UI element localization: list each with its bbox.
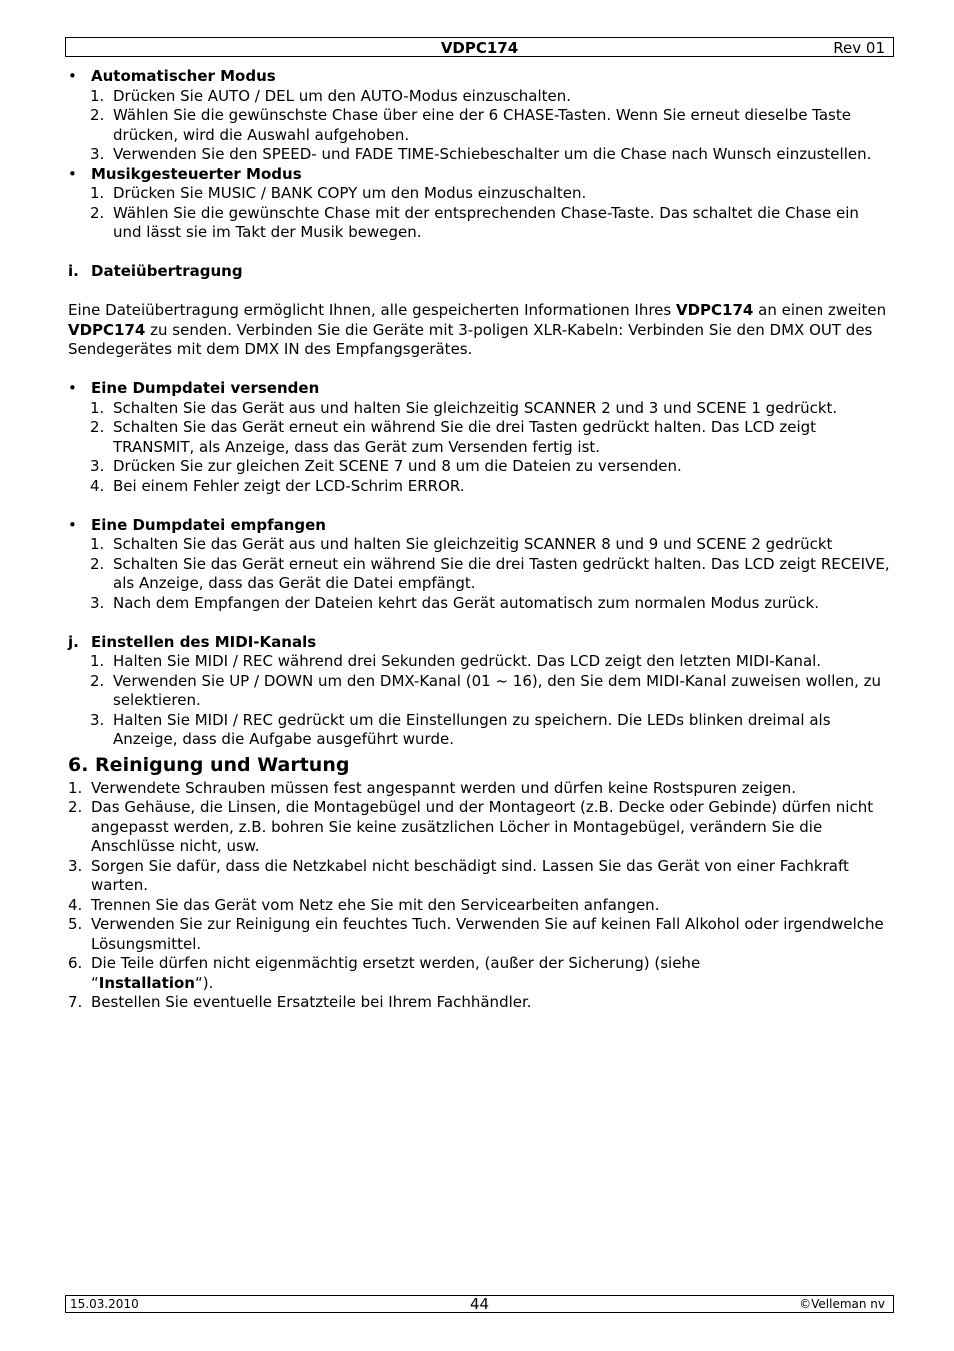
midi-channel-steps xyxy=(68,652,890,750)
file-transfer-paragraph: Eine Dateiübertragung ermöglicht Ihnen, alle gespeicherten Informationen Ihres VDPC174 an einen zweiten VDPC174 zu senden. Verbinden Sie die Geräte mit 3-poligen XLR-Kabeln: Verbinden Sie den DMX OUT des Sendegerätes mit dem DMX IN des Empfangsgerätes. xyxy=(68,301,887,358)
list-item: 2. Schalten Sie das Gerät erneut ein während Sie die drei Tasten gedrückt halten. Das LCD zeigt RECEIVE, als Anzeige, dass das Gerät die Datei empfängt. xyxy=(90,554,890,592)
list-item: 1. Halten Sie MIDI / REC während drei Sekunden gedrückt. Das LCD zeigt den letzten MIDI-Kanal. xyxy=(90,652,822,670)
dump-receive-heading: • Eine Dumpdatei empfangen xyxy=(68,516,890,536)
list-item: 1. Schalten Sie das Gerät aus und halten Sie gleichzeitig SCANNER 8 und 9 und SCENE 2 gedrückt xyxy=(90,535,833,553)
maintenance-steps xyxy=(68,779,890,1013)
list-item: 2. Wählen Sie die gewünschte Chase mit der entsprechenden Chase-Taste. Das schaltet die Chase ein und lässt sie im Takt der Musik bewegen. xyxy=(90,203,859,241)
list-item: 4. Bei einem Fehler zeigt der LCD-Schrim ERROR. xyxy=(90,476,465,495)
section-j-heading: j. Einstellen des MIDI-Kanals xyxy=(68,632,317,651)
list-item: 1. Verwendete Schrauben müssen fest angespannt werden und dürfen keine Rostspuren zeigen. xyxy=(68,778,797,797)
list-item: 7. Bestellen Sie eventuelle Ersatzteile bei Ihrem Fachhändler. xyxy=(68,993,532,1011)
music-mode-heading: • Musikgesteuerter Modus xyxy=(68,165,890,185)
page-number: 44 xyxy=(469,1295,490,1313)
section-6-heading: 6. Reinigung und Wartung xyxy=(68,753,350,776)
list-item: 2. Schalten Sie das Gerät erneut ein während Sie die drei Tasten gedrückt halten. Das LCD zeigt TRANSMIT, als Anzeige, dass das Gerät zum Versenden fertig ist. xyxy=(90,418,817,456)
list-item: 5. Verwenden Sie zur Reinigung ein feuchtes Tuch. Verwenden Sie auf keinen Fall Alkohol oder irgendwelche Lösungsmittel. xyxy=(68,915,884,953)
section-i-heading: i. Dateiübertragung xyxy=(68,262,243,280)
music-mode-steps xyxy=(68,184,890,243)
dump-receive-steps xyxy=(68,535,890,613)
footer-date: 15.03.2010 xyxy=(70,1297,139,1311)
list-item: 3. Drücken Sie zur gleichen Zeit SCENE 7 und 8 um die Dateien zu versenden. xyxy=(90,457,682,475)
list-item: 4. Trennen Sie das Gerät vom Netz ehe Sie mit den Servicearbeiten anfangen. xyxy=(68,895,660,914)
list-item: 1. Drücken Sie MUSIC / BANK COPY um den Modus einzuschalten. xyxy=(90,184,587,202)
list-item: 2. Verwenden Sie UP / DOWN um den DMX-Kanal (01 ~ 16), den Sie dem MIDI-Kanal zuweisen wollen, zu selektieren. xyxy=(90,671,882,709)
list-item: 1. Drücken Sie AUTO / DEL um den AUTO-Modus einzuschalten. xyxy=(90,86,572,105)
page-content xyxy=(68,67,890,1013)
page-header xyxy=(65,37,894,57)
header-title: VDPC174 xyxy=(440,39,519,57)
list-item: 1. Schalten Sie das Gerät aus und halten Sie gleichzeitig SCANNER 2 und 3 und SCENE 1 gedrückt. xyxy=(90,398,838,417)
dump-send-heading: • Eine Dumpdatei versenden xyxy=(68,379,890,399)
list-item: 3. Halten Sie MIDI / REC gedrückt um die Einstellungen zu speichern. Die LEDs blinken dreimal als Anzeige, dass die Aufgabe ausgeführt wurde. xyxy=(90,710,831,748)
list-item: 3. Nach dem Empfangen der Dateien kehrt das Gerät automatisch zum normalen Modus zurück. xyxy=(90,593,820,612)
list-item: 6. Die Teile dürfen nicht eigenmächtig ersetzt werden, (außer der Sicherung) (siehe “Installation“). xyxy=(68,954,701,992)
auto-mode-steps xyxy=(68,87,890,165)
dump-send-steps xyxy=(68,399,890,497)
page-footer xyxy=(65,1295,894,1313)
header-revision: Rev 01 xyxy=(833,39,885,57)
list-item: 3. Verwenden Sie den SPEED- und FADE TIME-Schiebeschalter um die Chase nach Wunsch einzustellen. xyxy=(90,145,872,163)
auto-mode-heading: • Automatischer Modus xyxy=(68,67,890,87)
footer-copyright: ©Velleman nv xyxy=(799,1297,885,1311)
list-item: 2. Wählen Sie die gewünschste Chase über eine der 6 CHASE-Tasten. Wenn Sie erneut dieselbe Taste drücken, wird die Auswahl aufgehoben. xyxy=(90,106,851,144)
list-item: 2. Das Gehäuse, die Linsen, die Montagebügel und der Montageort (z.B. Decke oder Gebinde) dürfen nicht angepasst werden, z.B. bohren Sie keine zusätzlichen Löcher in Montagebügel, verändern Sie die Anschlüsse nicht, usw. xyxy=(68,798,874,855)
list-item: 3. Sorgen Sie dafür, dass die Netzkabel nicht beschädigt sind. Lassen Sie das Gerät von einer Fachkraft warten. xyxy=(68,856,849,894)
